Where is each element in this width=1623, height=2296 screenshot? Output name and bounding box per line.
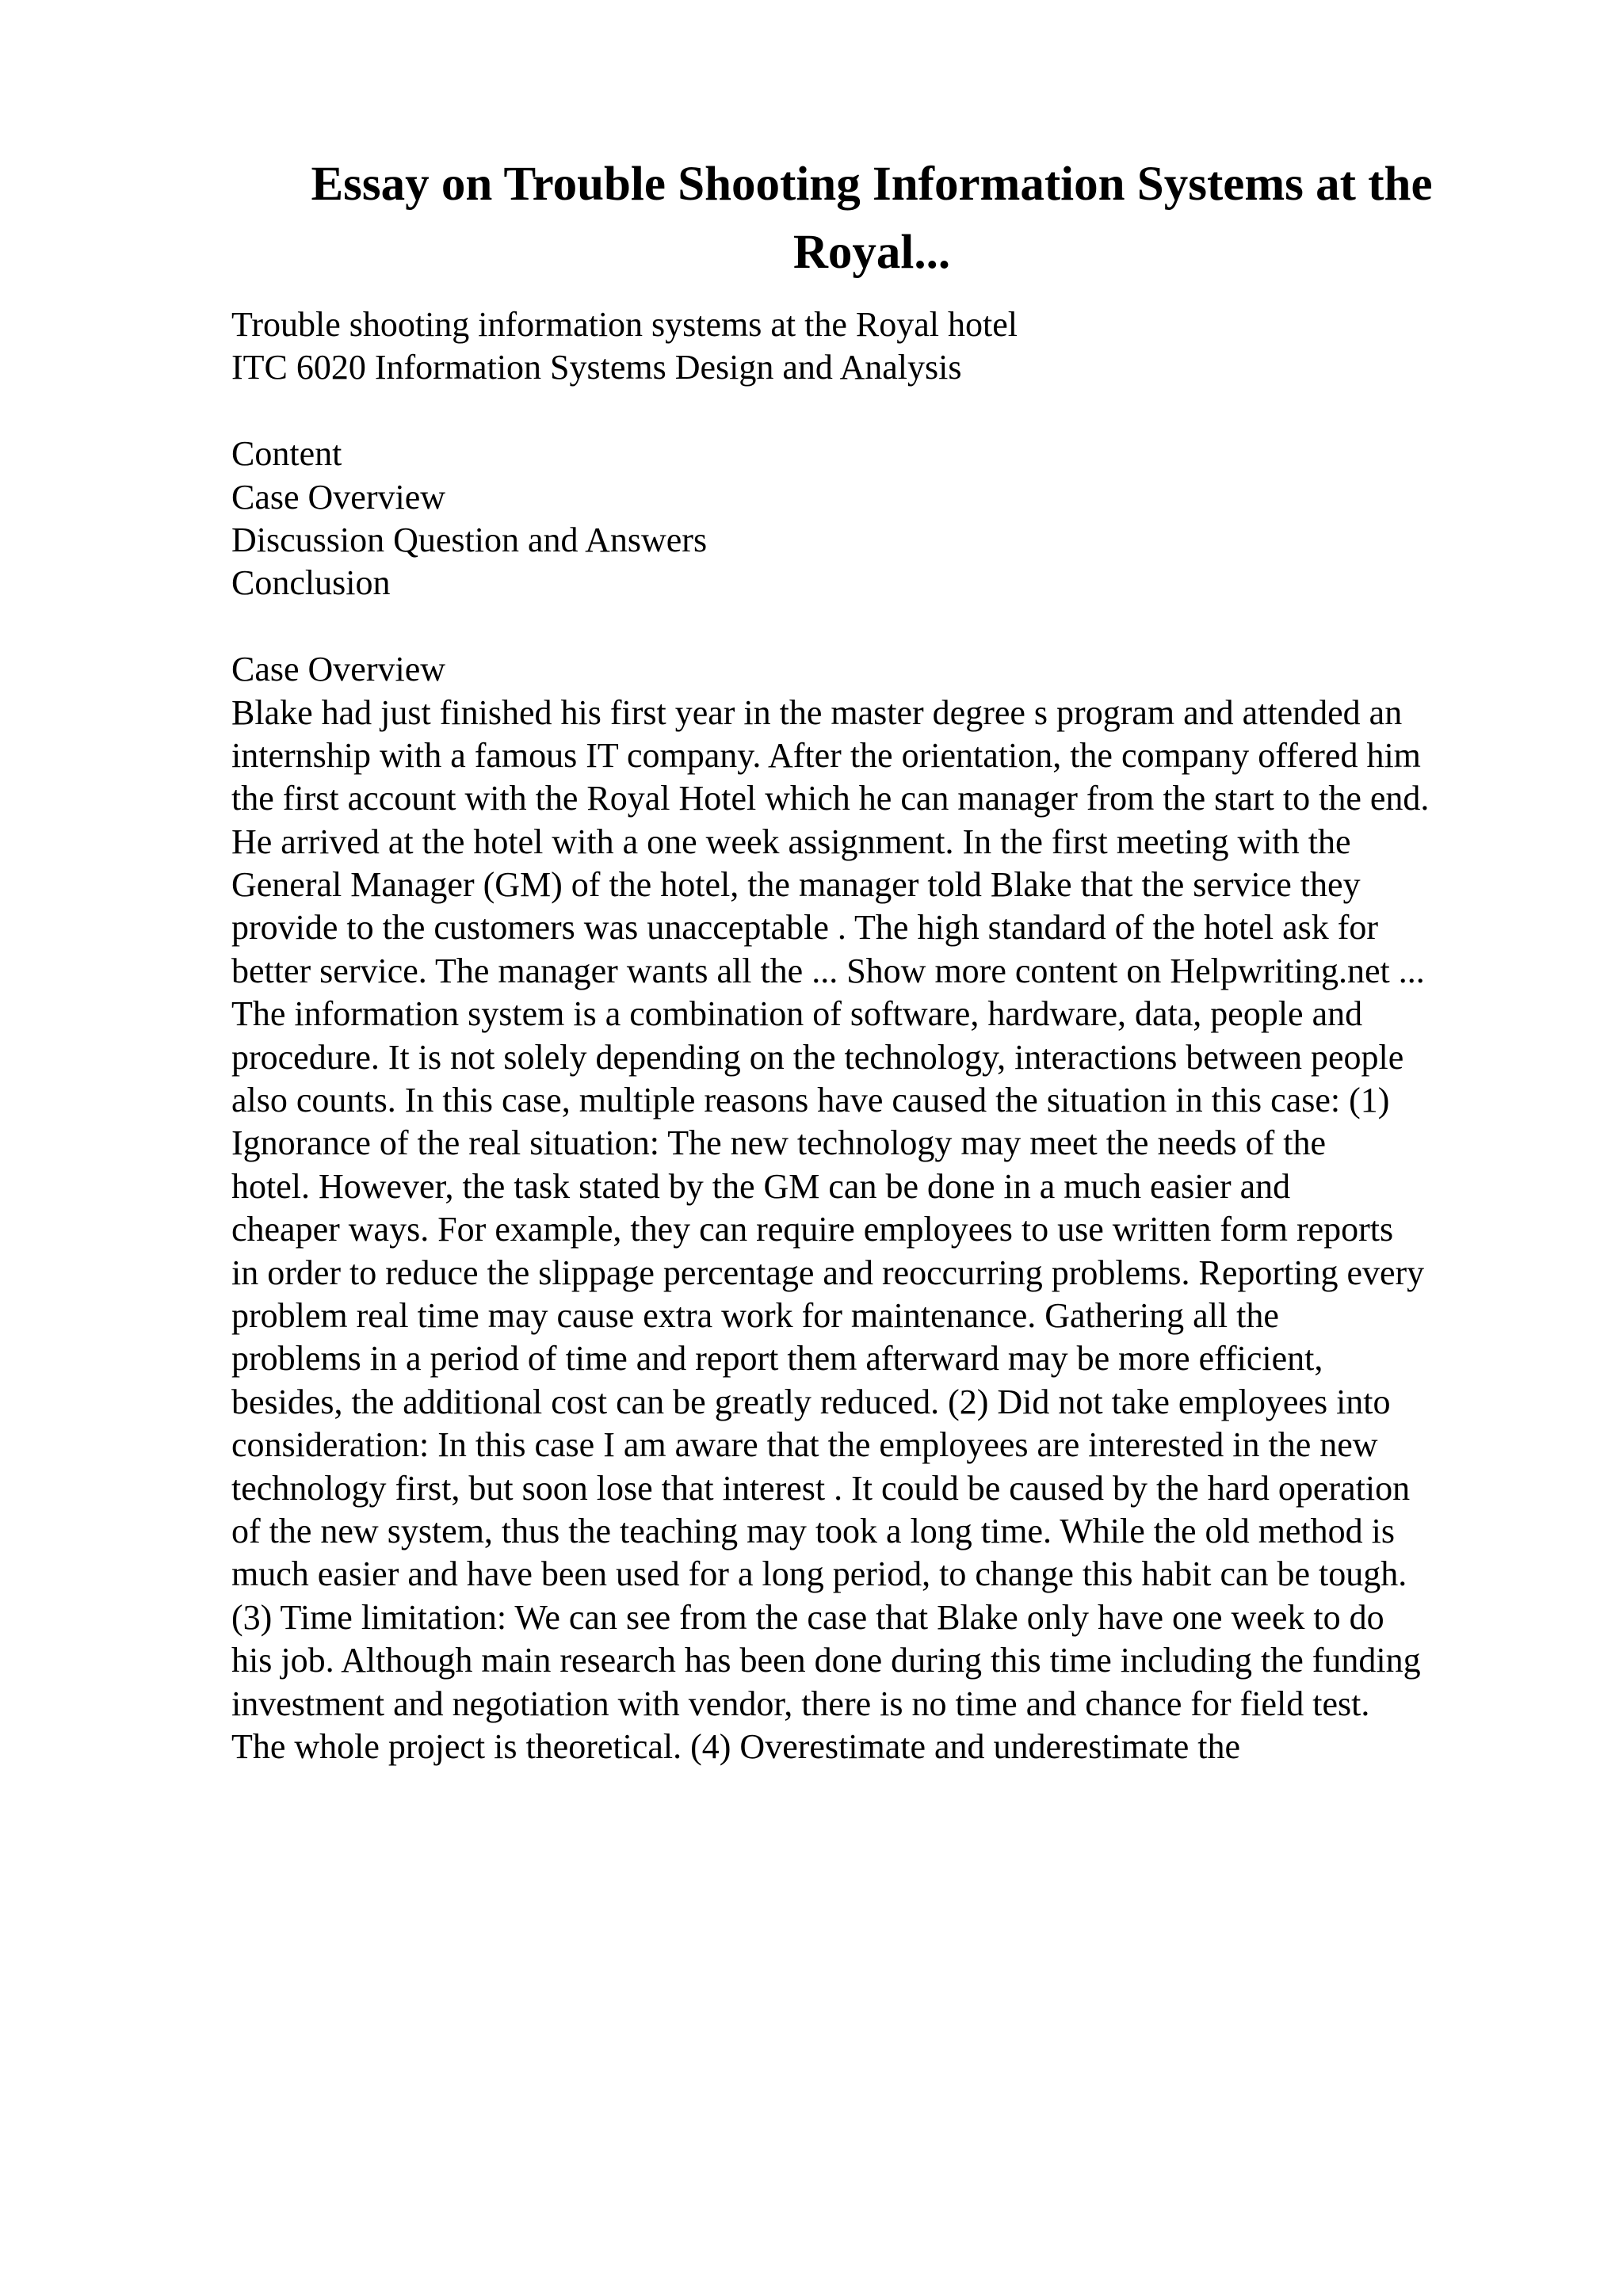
paragraph-line: consideration: In this case I am aware that the employees are interested in the new [231, 1425, 1378, 1465]
paragraph-line: internship with a famous IT company. After the orientation, the company offered him [231, 735, 1421, 775]
title-line: Essay on Trouble Shooting Information Systems at the [311, 158, 1433, 211]
document-body [231, 303, 1594, 1768]
paragraph-line: General Manager (GM) of the hotel, the manager told Blake that the service they [231, 865, 1361, 905]
paragraph-line: cheaper ways. For example, they can require employees to use written form reports [231, 1210, 1394, 1249]
paragraph-line: The whole project is theoretical. (4) Overestimate and underestimate the [231, 1726, 1241, 1766]
paragraph-line: The information system is a combination of software, hardware, data, people and [231, 994, 1363, 1034]
paragraph-line: also counts. In this case, multiple reasons have caused the situation in this case: (1) [231, 1081, 1390, 1120]
course-title-line: Trouble shooting information systems at the Royal hotel [231, 305, 1018, 344]
contents-heading: Content [231, 434, 342, 474]
document-title [230, 151, 1514, 287]
contents-list [231, 433, 1594, 605]
paragraph-line: provide to the customers was unacceptable . The high standard of the hotel ask for [231, 908, 1379, 948]
paragraph-line: in order to reduce the slippage percentage and reoccurring problems. Reporting every [231, 1253, 1425, 1292]
paragraph-line: the first account with the Royal Hotel which he can manager from the start to the end. [231, 779, 1430, 818]
contents-item: Conclusion [231, 563, 391, 603]
paragraph-line: (3) Time limitation: We can see from the case that Blake only have one week to do [231, 1597, 1384, 1637]
paragraph-line: He arrived at the hotel with a one week assignment. In the first meeting with the [231, 822, 1351, 861]
contents-item: Discussion Question and Answers [231, 520, 708, 559]
paragraph-line: problems in a period of time and report them afterward may be more efficient, [231, 1339, 1323, 1379]
header-block [231, 303, 1594, 390]
paragraph-line: of the new system, thus the teaching may took a long time. While the old method is [231, 1511, 1396, 1550]
contents-item: Case Overview [231, 477, 446, 517]
paragraph-line: investment and negotiation with vendor, there is no time and chance for field test. [231, 1684, 1370, 1723]
paragraph-line: problem real time may cause extra work for maintenance. Gathering all the [231, 1295, 1279, 1335]
paragraph-line: better service. The manager wants all the ... Show more content on Helpwriting.net ... [231, 951, 1425, 990]
blank-line [231, 390, 1594, 433]
paragraph-line: Ignorance of the real situation: The new technology may meet the needs of the [231, 1123, 1327, 1163]
case-overview-paragraph [231, 692, 1594, 1769]
course-code-line: ITC 6020 Information Systems Design and Analysis [231, 348, 962, 387]
section-heading: Case Overview [231, 650, 446, 689]
paragraph-line: technology first, but soon lose that interest . It could be caused by the hard operation [231, 1468, 1411, 1508]
paragraph-line: his job. Although main research has been done during this time including the funding [231, 1641, 1421, 1680]
paragraph-line: hotel. However, the task stated by the GM can be done in a much easier and [231, 1166, 1291, 1206]
title-line: Royal... [792, 226, 951, 279]
blank-line [231, 605, 1594, 648]
paragraph-line: procedure. It is not solely depending on the technology, interactions between people [231, 1037, 1404, 1077]
paragraph-line: much easier and have been used for a long period, to change this habit can be tough. [231, 1554, 1407, 1594]
paragraph-line: besides, the additional cost can be greatly reduced. (2) Did not take employees into [231, 1382, 1391, 1421]
paragraph-line: Blake had just finished his first year in the master degree s program and attended an [231, 692, 1403, 732]
